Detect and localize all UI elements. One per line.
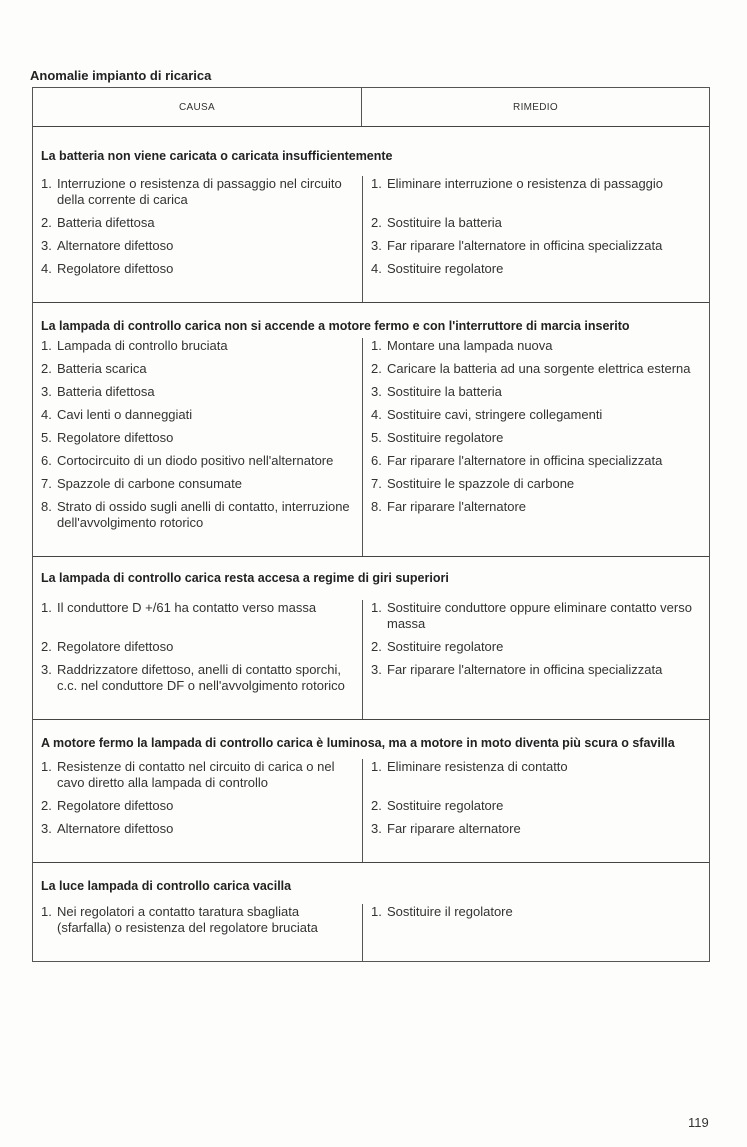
cause-text: Alternatore difettoso	[57, 821, 174, 836]
cause-text: Lampada di controllo bruciata	[57, 338, 228, 353]
cause-cell	[33, 476, 363, 499]
remedy-cell	[363, 215, 709, 238]
item-number: 2.	[371, 639, 382, 654]
remedy-text: Eliminare interruzione o resistenza di passaggio	[387, 176, 664, 191]
cause-remedy-rows	[33, 600, 709, 719]
cause-remedy-rows	[33, 904, 709, 961]
remedy-text: Sostituire regolatore	[387, 261, 504, 276]
cause-cell	[33, 821, 363, 862]
item-number: 1.	[371, 600, 382, 615]
item-number: 8.	[371, 499, 382, 514]
cause-cell	[33, 430, 363, 453]
cause-remedy-rows	[33, 759, 709, 862]
remedy-text: Sostituire regolatore	[387, 798, 504, 813]
table-row	[33, 821, 709, 862]
cause-cell	[33, 215, 363, 238]
table-row	[33, 215, 709, 238]
item-number: 2.	[371, 215, 382, 230]
item-number: 2.	[371, 361, 382, 376]
item-number: 2.	[41, 798, 52, 813]
table-row	[33, 261, 709, 302]
cause-text: Cavi lenti o danneggiati	[57, 407, 193, 422]
item-number: 4.	[41, 261, 52, 276]
cause-text: Batteria scarica	[57, 361, 147, 376]
cause-cell	[33, 904, 363, 961]
item-number: 3.	[41, 821, 52, 836]
item-number: 4.	[41, 407, 52, 422]
item-number: 1.	[41, 904, 52, 919]
item-number: 5.	[371, 430, 382, 445]
remedy-text: Eliminare resistenza di contatto	[387, 759, 568, 774]
cause-cell	[33, 338, 363, 361]
table-row	[33, 476, 709, 499]
remedy-text: Sostituire regolatore	[387, 430, 504, 445]
item-number: 7.	[371, 476, 382, 491]
table-row	[33, 338, 709, 361]
remedy-cell	[363, 338, 709, 361]
table-row	[33, 759, 709, 798]
remedy-text: Far riparare l'alternatore in officina specializzata	[387, 238, 663, 253]
item-number: 1.	[41, 338, 52, 353]
item-number: 2.	[41, 639, 52, 654]
cause-text: Strato di ossido sugli anelli di contatto, interruzione dell'avvolgimento rotorico	[57, 499, 350, 530]
cause-text: Alternatore difettoso	[57, 238, 174, 253]
remedy-cell	[363, 430, 709, 453]
cause-cell	[33, 453, 363, 476]
table-row	[33, 430, 709, 453]
cause-cell	[33, 662, 363, 719]
page-title: Anomalie impianto di ricarica	[30, 68, 212, 83]
cause-text: Spazzole di carbone consumate	[57, 476, 243, 491]
cause-cell	[33, 759, 363, 798]
item-number: 4.	[371, 261, 382, 276]
remedy-cell	[363, 453, 709, 476]
remedy-cell	[363, 759, 709, 798]
item-number: 3.	[371, 384, 382, 399]
table-row	[33, 453, 709, 476]
remedy-cell	[363, 600, 709, 639]
item-number: 3.	[371, 821, 382, 836]
table-body	[33, 127, 709, 961]
remedy-text: Sostituire le spazzole di carbone	[387, 476, 575, 491]
item-number: 2.	[41, 361, 52, 376]
item-number: 6.	[371, 453, 382, 468]
remedy-cell	[363, 639, 709, 662]
cause-text: Resistenze di contatto nel circuito di carica o nel cavo diretto alla lampada di controllo	[57, 759, 335, 790]
table-row	[33, 384, 709, 407]
cause-cell	[33, 407, 363, 430]
remedy-text: Sostituire la batteria	[387, 384, 502, 399]
remedy-text: Sostituire cavi, stringere collegamenti	[387, 407, 603, 422]
cause-cell	[33, 238, 363, 261]
cause-cell	[33, 261, 363, 302]
item-number: 2.	[41, 215, 52, 230]
remedy-text: Far riparare l'alternatore in officina specializzata	[387, 662, 663, 677]
column-header-cause: CAUSA	[33, 88, 362, 126]
remedy-cell	[363, 261, 709, 302]
problem-title: La lampada di controllo carica resta accesa a regime di giri superiori	[41, 571, 449, 585]
remedy-text: Far riparare alternatore	[387, 821, 521, 836]
cause-text: Regolatore difettoso	[57, 798, 174, 813]
remedy-text: Far riparare l'alternatore in officina specializzata	[387, 453, 663, 468]
item-number: 4.	[371, 407, 382, 422]
remedy-text: Far riparare l'alternatore	[387, 499, 527, 514]
item-number: 1.	[371, 759, 382, 774]
item-number: 1.	[41, 759, 52, 774]
problem-title: La batteria non viene caricata o caricata insufficientemente	[41, 149, 393, 163]
table-row	[33, 407, 709, 430]
item-number: 3.	[371, 662, 382, 677]
cause-cell	[33, 600, 363, 639]
cause-text: Nei regolatori a contatto taratura sbagliata (sfarfalla) o resistenza del regolatore bruciata	[57, 904, 318, 935]
item-number: 3.	[371, 238, 382, 253]
cause-text: Batteria difettosa	[57, 384, 155, 399]
cause-text: Raddrizzatore difettoso, anelli di contatto sporchi, c.c. nel conduttore DF o nell'avvolgimento rotorico	[57, 662, 345, 693]
table-row	[33, 238, 709, 261]
cause-cell	[33, 639, 363, 662]
cause-cell	[33, 361, 363, 384]
cause-remedy-rows	[33, 338, 709, 556]
cause-text: Regolatore difettoso	[57, 639, 174, 654]
troubleshooting-table	[32, 87, 710, 962]
item-number: 1.	[371, 904, 382, 919]
remedy-cell	[363, 904, 709, 961]
remedy-text: Sostituire il regolatore	[387, 904, 513, 919]
problem-section	[33, 557, 709, 720]
cause-cell	[33, 384, 363, 407]
page-number: 119	[688, 1115, 709, 1130]
problem-title: La luce lampada di controllo carica vacilla	[41, 879, 292, 893]
cause-text: Regolatore difettoso	[57, 261, 174, 276]
cause-text: Interruzione o resistenza di passaggio nel circuito della corrente di carica	[57, 176, 342, 207]
cause-text: Cortocircuito di un diodo positivo nell'alternatore	[57, 453, 334, 468]
table-row	[33, 499, 709, 556]
remedy-cell	[363, 798, 709, 821]
table-row	[33, 798, 709, 821]
remedy-cell	[363, 384, 709, 407]
problem-section	[33, 303, 709, 557]
item-number: 1.	[41, 600, 52, 615]
remedy-cell	[363, 176, 709, 215]
problem-title: A motore fermo la lampada di controllo carica è luminosa, ma a motore in moto diventa più scura o sfavilla	[41, 736, 675, 750]
cause-cell	[33, 798, 363, 821]
remedy-cell	[363, 407, 709, 430]
cause-cell	[33, 176, 363, 215]
item-number: 1.	[371, 176, 382, 191]
problem-title: La lampada di controllo carica non si accende a motore fermo e con l'interruttore di marcia inserito	[41, 319, 630, 333]
table-row	[33, 176, 709, 215]
table-row	[33, 639, 709, 662]
remedy-text: Montare una lampada nuova	[387, 338, 553, 353]
remedy-text: Sostituire regolatore	[387, 639, 504, 654]
cause-remedy-rows	[33, 176, 709, 302]
table-header	[33, 88, 709, 127]
cause-text: Regolatore difettoso	[57, 430, 174, 445]
problem-section	[33, 863, 709, 961]
column-header-remedy: RIMEDIO	[513, 101, 558, 113]
remedy-cell	[363, 361, 709, 384]
remedy-cell	[363, 821, 709, 862]
item-number: 3.	[41, 662, 52, 677]
remedy-cell	[363, 238, 709, 261]
item-number: 1.	[41, 176, 52, 191]
remedy-cell	[363, 662, 709, 719]
item-number: 2.	[371, 798, 382, 813]
remedy-cell	[363, 499, 709, 556]
table-row	[33, 600, 709, 639]
remedy-cell	[363, 476, 709, 499]
cause-cell	[33, 499, 363, 556]
cause-text: Batteria difettosa	[57, 215, 155, 230]
item-number: 3.	[41, 238, 52, 253]
problem-section	[33, 127, 709, 303]
item-number: 8.	[41, 499, 52, 514]
item-number: 6.	[41, 453, 52, 468]
remedy-text: Caricare la batteria ad una sorgente elettrica esterna	[387, 361, 691, 376]
table-row	[33, 662, 709, 719]
item-number: 3.	[41, 384, 52, 399]
remedy-text: Sostituire la batteria	[387, 215, 502, 230]
table-row	[33, 904, 709, 961]
item-number: 5.	[41, 430, 52, 445]
remedy-text: Sostituire conduttore oppure eliminare contatto verso massa	[387, 600, 692, 631]
item-number: 7.	[41, 476, 52, 491]
table-row	[33, 361, 709, 384]
problem-section	[33, 720, 709, 863]
cause-text: Il conduttore D +/61 ha contatto verso massa	[57, 600, 317, 615]
item-number: 1.	[371, 338, 382, 353]
